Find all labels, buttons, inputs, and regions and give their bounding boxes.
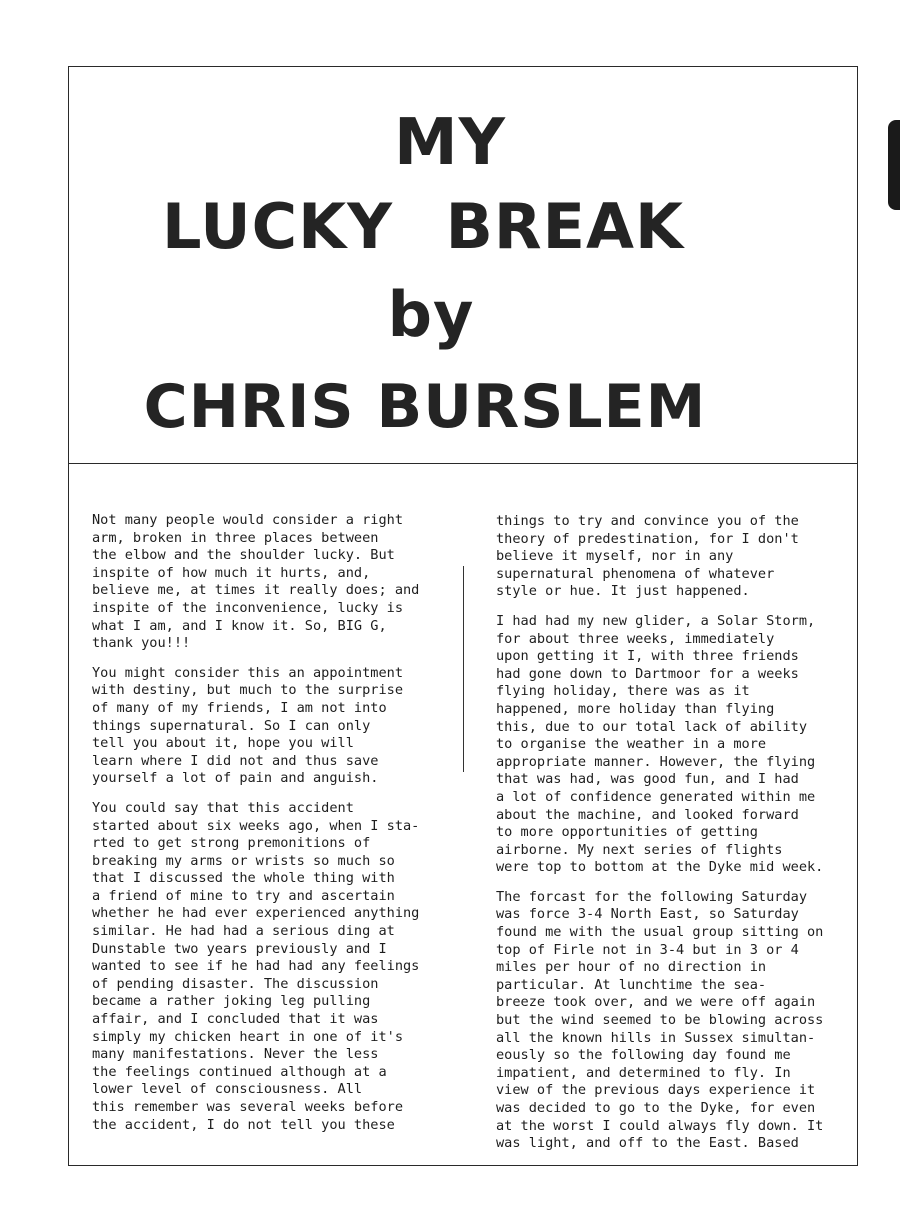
paragraph	[92, 512, 452, 653]
text-line: breaking my arms or wrists so much so	[92, 852, 395, 869]
text-line: at the worst I could always fly down. It	[496, 1117, 824, 1134]
text-line: You could say that this accident	[92, 799, 354, 816]
title-line-4: CHRIS BURSLEM	[143, 372, 707, 442]
text-line: top of Firle not in 3-4 but in 3 or 4	[496, 941, 799, 958]
title-line-2: LUCKY BREAK	[161, 190, 685, 263]
text-line: particular. At lunchtime the sea-	[496, 976, 767, 993]
title-line-3: by	[387, 278, 475, 351]
text-line: miles per hour of no direction in	[496, 959, 767, 976]
text-line: that I discussed the whole thing with	[92, 870, 395, 887]
text-line: similar. He had had a serious ding at	[92, 923, 395, 940]
text-line: lower level of consciousness. All	[92, 1081, 363, 1098]
left-column	[92, 512, 452, 1146]
text-line: learn where I did not and thus save	[92, 752, 379, 769]
text-line: but the wind seemed to be blowing across	[496, 1012, 824, 1029]
scan-edge-mark	[888, 120, 900, 210]
text-line: whether he had ever experienced anything	[92, 905, 420, 922]
text-line: yourself a lot of pain and anguish.	[92, 770, 379, 787]
text-line: simply my chicken heart in one of it's	[92, 1028, 403, 1045]
text-line: inspite of the inconvenience, lucky is	[92, 599, 403, 616]
text-line: style or hue. It just happened.	[496, 583, 750, 600]
text-line: eously so the following day found me	[496, 1047, 791, 1064]
text-line: to organise the weather in a more	[496, 736, 767, 753]
paragraph	[496, 513, 851, 601]
text-line: view of the previous days experience it	[496, 1082, 816, 1099]
paragraph	[496, 889, 851, 1153]
text-line: all the known hills in Sussex simultan-	[496, 1029, 816, 1046]
text-line: about the machine, and looked forward	[496, 806, 799, 823]
text-line: to more opportunities of getting	[496, 824, 758, 841]
text-line: I had had my new glider, a Solar Storm,	[496, 612, 816, 629]
text-line: started about six weeks ago, when I sta-	[92, 817, 420, 834]
text-line: The forcast for the following Saturday	[496, 888, 807, 905]
text-line: for about three weeks, immediately	[496, 630, 775, 647]
text-line: inspite of how much it hurts, and,	[92, 564, 371, 581]
text-line: many manifestations. Never the less	[92, 1046, 379, 1063]
text-line: affair, and I concluded that it was	[92, 1011, 379, 1028]
text-line: flying holiday, there was as it	[496, 683, 750, 700]
paragraph	[92, 665, 452, 788]
text-line: believe it myself, nor in any	[496, 548, 734, 565]
text-line: the accident, I do not tell you these	[92, 1116, 395, 1133]
text-line: upon getting it I, with three friends	[496, 648, 799, 665]
text-line: tell you about it, hope you will	[92, 735, 354, 752]
text-line: was force 3-4 North East, so Saturday	[496, 906, 799, 923]
text-line: the feelings continued although at a	[92, 1063, 387, 1080]
text-line: Dunstable two years previously and I	[92, 940, 387, 957]
text-line: the elbow and the shoulder lucky. But	[92, 547, 395, 564]
text-line: arm, broken in three places between	[92, 529, 379, 546]
text-line: You might consider this an appointment	[92, 664, 403, 681]
text-line: breeze took over, and we were off again	[496, 994, 816, 1011]
text-line: thank you!!!	[92, 635, 191, 652]
title-divider	[68, 463, 858, 464]
text-line: Not many people would consider a right	[92, 512, 403, 528]
text-line: impatient, and determined to fly. In	[496, 1064, 791, 1081]
text-line: things to try and convince you of the	[496, 513, 799, 529]
title-line-1: MY	[393, 106, 507, 180]
text-line: a friend of mine to try and ascertain	[92, 887, 395, 904]
text-line: that was had, was good fun, and I had	[496, 771, 799, 788]
text-line: appropriate manner. However, the flying	[496, 753, 816, 770]
text-line: what I am, and I know it. So, BIG G,	[92, 617, 387, 634]
right-column	[496, 513, 851, 1165]
text-line: a lot of confidence generated within me	[496, 788, 816, 805]
text-line: airborne. My next series of flights	[496, 841, 783, 858]
text-line: was decided to go to the Dyke, for even	[496, 1100, 816, 1116]
text-line: wanted to see if he had had any feelings	[92, 958, 420, 975]
text-line: of pending disaster. The discussion	[92, 975, 379, 992]
text-line: rted to get strong premonitions of	[92, 835, 371, 852]
text-line: had gone down to Dartmoor for a weeks	[496, 665, 799, 682]
paragraph	[496, 613, 851, 877]
text-line: was light, and off to the East. Based	[496, 1135, 799, 1152]
text-line: this remember was several weeks before	[92, 1099, 403, 1115]
text-line: things supernatural. So I can only	[92, 717, 371, 734]
text-line: theory of predestination, for I don't	[496, 530, 799, 547]
text-line: with destiny, but much to the surprise	[92, 682, 403, 699]
text-line: believe me, at times it really does; and	[92, 582, 420, 599]
text-line: were top to bottom at the Dyke mid week.	[496, 859, 824, 876]
text-line: supernatural phenomena of whatever	[496, 565, 775, 582]
text-line: became a rather joking leg pulling	[92, 993, 371, 1010]
text-line: happened, more holiday than flying	[496, 700, 775, 717]
text-line: found me with the usual group sitting on	[496, 924, 824, 941]
text-line: this, due to our total lack of ability	[496, 718, 807, 735]
text-line: of many of my friends, I am not into	[92, 699, 387, 716]
paragraph	[92, 800, 452, 1134]
column-rule	[463, 566, 464, 772]
